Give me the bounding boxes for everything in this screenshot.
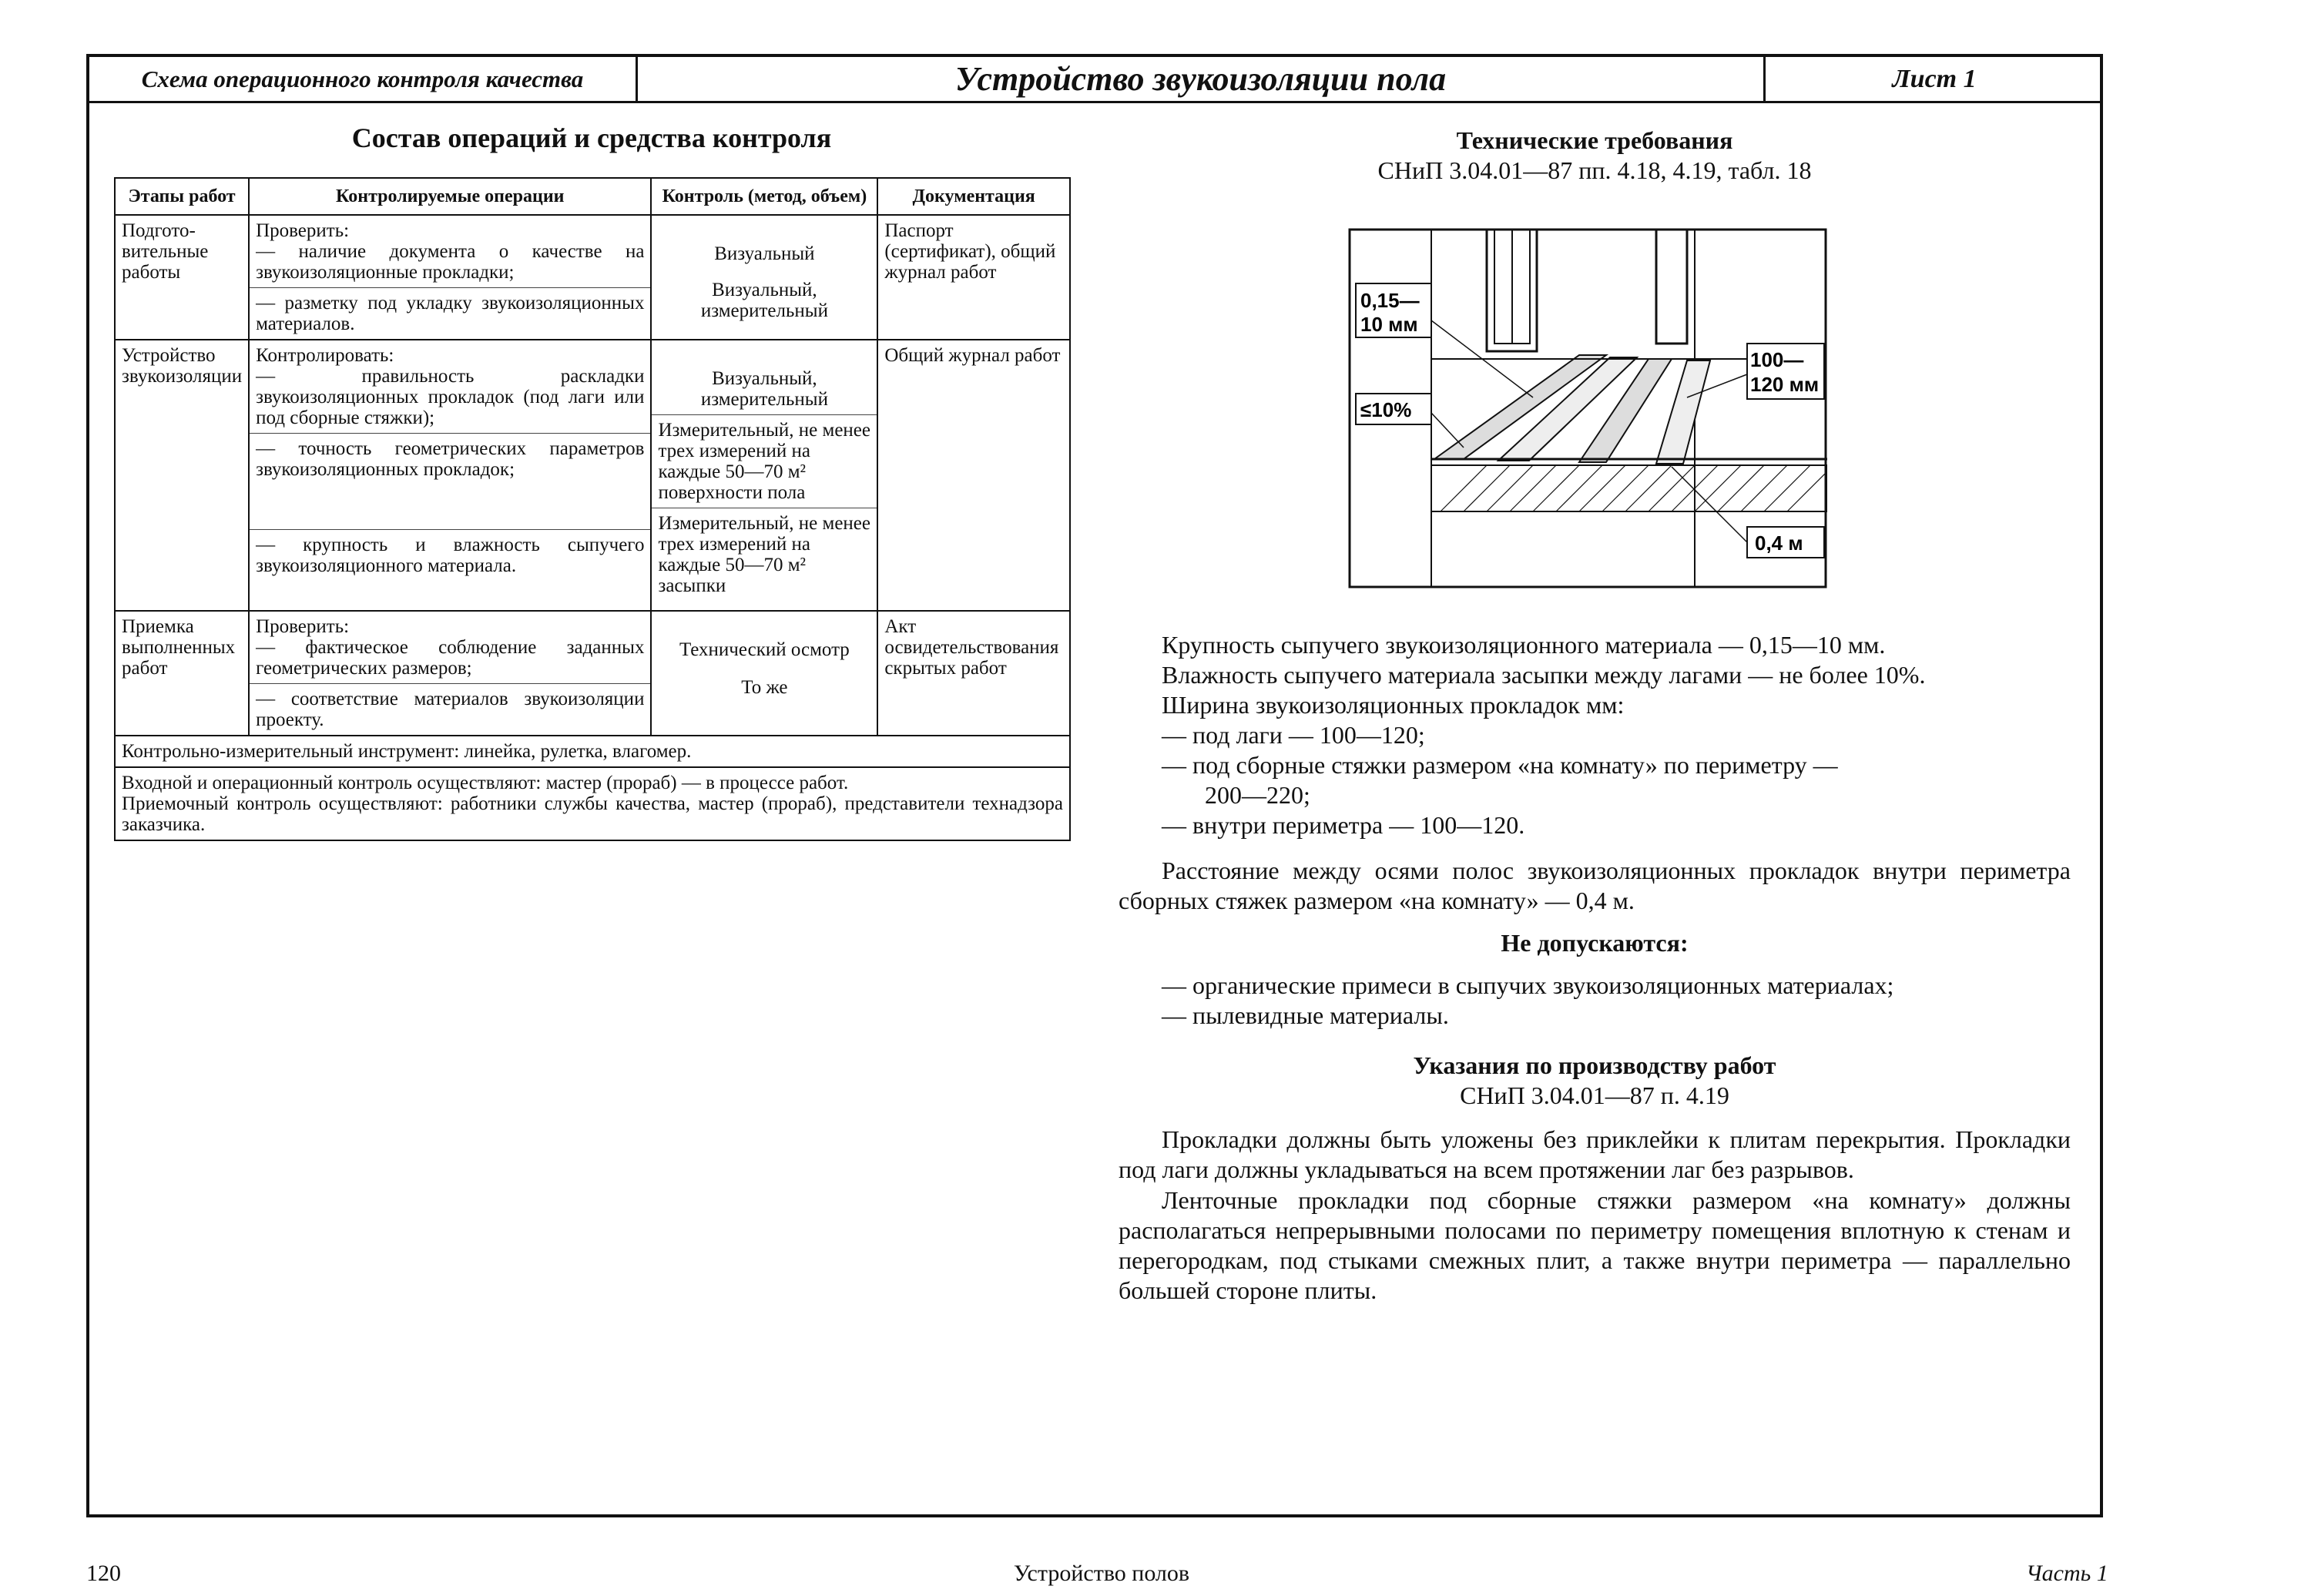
work-instructions-ref: СНиП 3.04.01—87 п. 4.19 (1460, 1081, 1729, 1110)
operations-cell (249, 215, 651, 340)
operation-item: — фактическое соблюдение заданных геометрических размеров; (256, 637, 645, 679)
operation-item: — крупность и влажность сыпучего звукоизоляционного материала. (256, 535, 645, 577)
footer-part-label: Часть 1 (2026, 1561, 2108, 1586)
requirement-text: Крупность сыпучего звукоизоляционного материала — 0,15—10 мм. (1162, 631, 1886, 659)
figure-label-spacing: 0,4 м (1755, 531, 1803, 555)
not-allowed-item: — органические примеси в сыпучих звукоизоляционных материалах; (1162, 971, 1894, 1000)
table-row (115, 340, 1070, 611)
work-instruction-text: Прокладки должны быть уложены без приклейки к плитам перекрытия. Прокладки под лаги должны укладываться на всем протяжении лаг без разрывов. (1119, 1125, 2071, 1184)
requirement-list-item: — внутри периметра — 100—120. (1162, 811, 1525, 840)
stage-cell: Приемка выполненных работ (115, 611, 249, 736)
requirement-text: Расстояние между осями полос звукоизоляционных прокладок внутри периметра сборных стяжек размером «на комнату» — 0,4 м. (1119, 857, 2071, 915)
column-header: Контроль (метод, объем) (651, 178, 877, 215)
control-method: Визуальный, измерительный (700, 368, 828, 411)
operation-item: — правильность раскладки звукоизоляционных прокладок (под лаги или под сборные стяжки); (256, 366, 645, 429)
requirement-list-item: — под лаги — 100—120; (1162, 721, 1425, 749)
stage-cell: Подгото-вительные работы (115, 215, 249, 340)
control-persons-row (115, 767, 1070, 840)
work-instructions-title: Указания по производству работ (1413, 1051, 1776, 1080)
requirement-text: Влажность сыпучего материала засыпки между лагами — не более 10%. (1162, 661, 1926, 689)
figure-label-width-unit: 120 мм (1750, 373, 1820, 396)
control-persons-note (115, 767, 1070, 840)
note-incoming-control: Входной и операционный контроль осуществляют: мастер (прораб) — в процессе работ. (122, 773, 849, 794)
control-cell (651, 215, 877, 340)
figure-label-width: 100— (1750, 348, 1804, 371)
control-cell (651, 340, 877, 611)
header-bar (89, 57, 2100, 103)
tech-requirements-body (1119, 630, 2071, 1306)
control-cell (651, 611, 877, 736)
header-scheme-label: Схема операционного контроля качества (89, 57, 638, 101)
requirement-text: Ширина звукоизоляционных прокладок мм: (1162, 691, 1625, 719)
column-header: Этапы работ (115, 178, 249, 215)
header-sheet-number: Лист 1 (1892, 65, 1977, 93)
documentation-cell: Общий журнал работ (877, 340, 1070, 611)
documentation-cell: Паспорт (сертификат), общий журнал работ (877, 215, 1070, 340)
requirement-list-item-continued: 200—220; (1205, 781, 1310, 810)
control-method: Визуальный, измерительный (700, 280, 828, 322)
operations-intro: Проверить: (256, 220, 350, 242)
table-header-row (115, 178, 1070, 215)
control-method: Визуальный (714, 243, 815, 265)
floor-soundproofing-figure (1348, 228, 1827, 588)
figure-label-moisture: ≤10% (1360, 398, 1412, 421)
operation-item: — наличие документа о качестве на звукоизоляционные прокладки; (256, 241, 645, 283)
tech-requirements-heading (1119, 126, 2071, 186)
operations-table (114, 177, 1071, 841)
operation-item: — точность геометрических параметров звукоизоляционных прокладок; (256, 438, 645, 481)
control-method: То же (741, 677, 788, 699)
tech-requirements-ref: СНиП 3.04.01—87 пп. 4.18, 4.19, табл. 18 (1377, 156, 1812, 185)
footer-section-title: Устройство полов (1013, 1561, 1190, 1586)
control-method: Технический осмотр (679, 639, 850, 661)
figure-label-size-unit: 10 мм (1360, 313, 1418, 336)
tech-requirements-title: Технические требования (1456, 126, 1733, 154)
operations-intro: Контролировать: (256, 345, 394, 367)
operations-cell (249, 340, 651, 611)
note-acceptance-control: Приемочный контроль осуществляют: работники службы качества, мастер (прораб), представители технадзора заказчика. (122, 793, 1063, 836)
operations-cell (249, 611, 651, 736)
operation-item: — разметку под укладку звукоизоляционных материалов. (256, 293, 645, 335)
instrument-note: Контрольно-измерительный инструмент: линейка, рулетка, влагомер. (115, 736, 1070, 767)
operations-title: Состав операций и средства контроля (351, 122, 832, 153)
table-row (115, 215, 1070, 340)
work-instruction-text: Ленточные прокладки под сборные стяжки размером «на комнату» должны располагаться непрерывными полосами по периметру помещения вплотную к стенам и перегородкам, под стыками смежных плит, а также внутри периметра — параллельно большей стороне плиты. (1119, 1185, 2071, 1304)
column-header: Документация (877, 178, 1070, 215)
table-row (115, 611, 1070, 736)
page-number: 120 (86, 1561, 121, 1586)
header-title: Устройство звукоизоляции пола (638, 57, 1766, 101)
operation-item: — соответствие материалов звукоизоляции проекту. (256, 689, 645, 731)
instrument-row (115, 736, 1070, 767)
operations-intro: Проверить: (256, 616, 350, 638)
requirement-list-item: — под сборные стяжки размером «на комнату» по периметру — (1162, 751, 1838, 780)
not-allowed-item: — пылевидные материалы. (1162, 1001, 1449, 1030)
control-method: Измерительный, не менее трех измерений на каждые 50—70 м² засыпки (658, 513, 870, 597)
figure-label-size: 0,15— (1360, 289, 1420, 312)
column-header: Контролируемые операции (249, 178, 651, 215)
stage-cell: Устройство звукоизоляции (115, 340, 249, 611)
control-method: Измерительный, не менее трех измерений на каждые 50—70 м² поверхности пола (658, 420, 870, 504)
not-allowed-title: Не допускаются: (1501, 929, 1689, 957)
documentation-cell: Акт освидетельствования скрытых работ (877, 611, 1070, 736)
